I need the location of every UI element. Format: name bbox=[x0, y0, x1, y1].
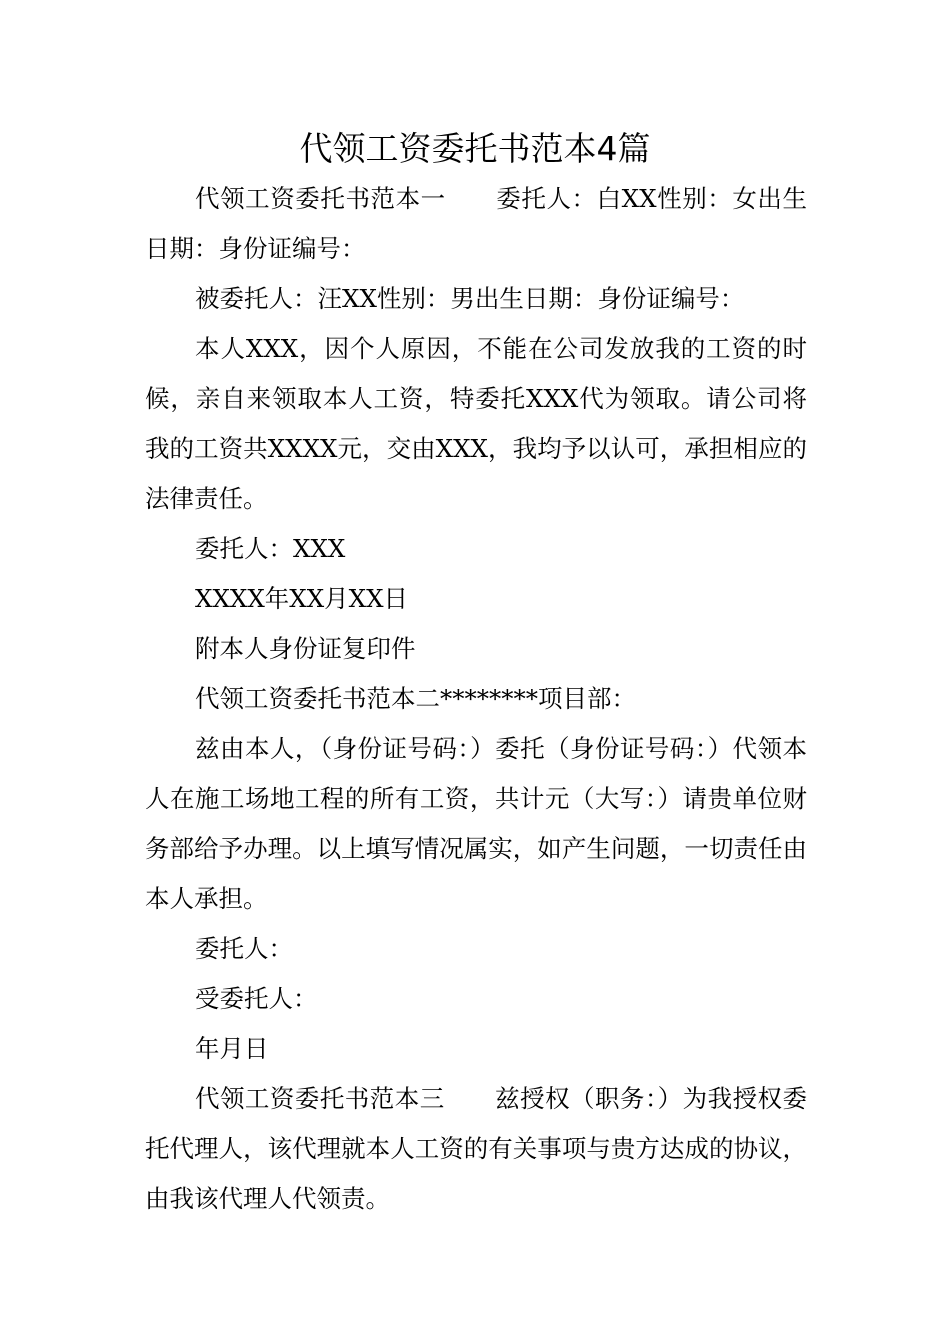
paragraph: 被委托人：汪XX性别：男出生日期：身份证编号： bbox=[195, 284, 745, 313]
document-title: 代领工资委托书范本4篇 bbox=[299, 129, 651, 168]
paragraph: 兹由本人，（身份证号码：）委托（身份证号码：）代领本人在施工场地工程的所有工资，共计元（大写：）请贵单位财务部给予办理。以上填写情况属实，如产生问题，一切责任由本人承担。 bbox=[145, 734, 807, 913]
paragraph: 受委托人： bbox=[195, 984, 318, 1013]
paragraph bbox=[145, 1074, 807, 1224]
document-body bbox=[145, 174, 807, 1224]
paragraph: 附本人身份证复印件 bbox=[195, 634, 416, 663]
section-heading: 代领工资委托书范本一 bbox=[195, 184, 446, 213]
paragraph-text: 兹授权（职务：）为我授权委托代理人，该代理就本人工资的有关事项与贵方达成的协议，由我该代理人代领责。 bbox=[145, 1084, 808, 1213]
paragraph: 委托人：XXX bbox=[195, 534, 346, 563]
paragraph: XXXX年XX月XX日 bbox=[195, 584, 409, 613]
section-heading: 代领工资委托书范本三 bbox=[195, 1084, 445, 1113]
paragraph: 年月日 bbox=[195, 1034, 269, 1063]
paragraph-text: 委托人：白XX性别：女出生日期：身份证编号： bbox=[145, 184, 807, 263]
paragraph: 代领工资委托书范本二********项目部： bbox=[195, 684, 636, 713]
paragraph: 委托人： bbox=[195, 934, 293, 963]
paragraph bbox=[145, 174, 807, 274]
paragraph: 本人XXX，因个人原因，不能在公司发放我的工资的时候，亲自来领取本人工资，特委托XXX代为领取。请公司将我的工资共XXXX元，交由XXX，我均予以认可，承担相应的法律责任。 bbox=[145, 334, 807, 513]
